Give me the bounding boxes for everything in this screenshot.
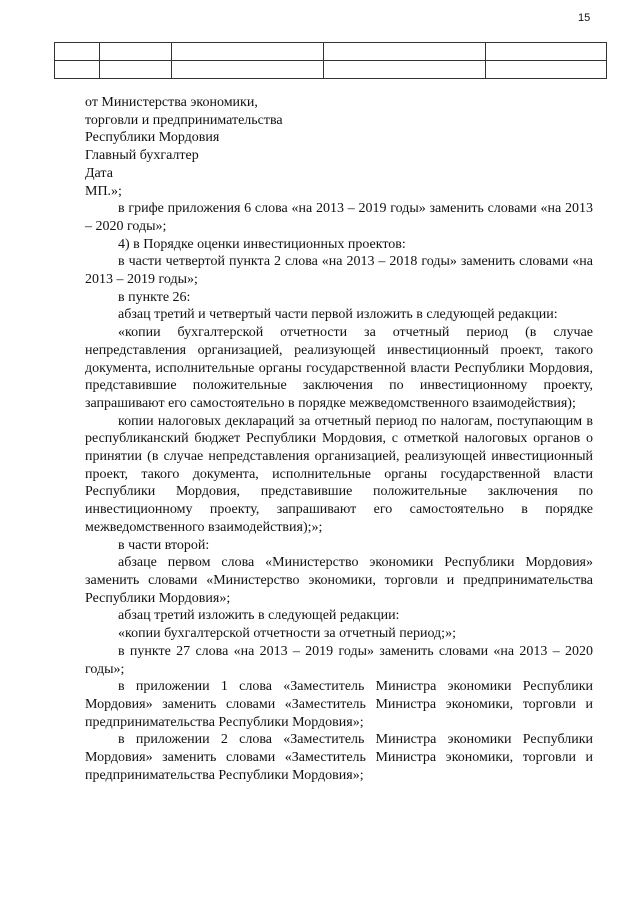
paragraph: 4) в Порядке оценки инвестиционных проектов: [118,236,406,252]
table-cell [172,43,324,61]
signature-line: Дата [85,165,113,181]
table-row [55,43,607,61]
table-cell [324,61,486,79]
paragraph: в части четвертой пункта 2 слова «на 2013 – 2018 годы» заменить словами «на 2013 – 2019 годы»; [85,254,593,288]
signature-line: торговли и предпринимательства [85,112,283,128]
signature-line: МП.»; [85,183,122,199]
table-cell [100,43,172,61]
paragraph: абзаце первом слова «Министерство экономики Республики Мордовия» заменить словами «Министерство экономики, торговли и предпринимательства Республики Мордовия»; [85,555,593,606]
signature-line: Главный бухгалтер [85,148,199,164]
paragraph: в приложении 2 слова «Заместитель Министра экономики Республики Мордовия» заменить словами «Заместитель Министра экономики, торговли и предпринимательства Республики Мордовия»; [85,732,593,783]
table-cell [100,61,172,79]
paragraph: копии налоговых деклараций за отчетный период по налогам, поступающим в республиканский бюджет Республики Мордовия, с отметкой налоговых органов о принятии (в случае непредставления организацией, реализующей инвестиционный проект, такого документа, исполнительные органы государственной власти Республики Мордовия, представившие положительные заключения по инвестиционному проекту, запрашивают его самостоятельно в порядке межведомственного взаимодействия);»; [85,413,593,535]
table-cell [324,43,486,61]
paragraph: в грифе приложения 6 слова «на 2013 – 2019 годы» заменить словами «на 2013 – 2020 годы»; [85,201,593,234]
table-cell [172,61,324,79]
document-body [85,94,593,784]
page-number: 15 [578,12,591,24]
paragraph: в пункте 27 слова «на 2013 – 2019 годы» заменить словами «на 2013 – 2020 годы»; [85,643,593,677]
paragraph: «копии бухгалтерской отчетности за отчетный период;»; [118,626,456,642]
table-row [55,61,607,79]
paragraph: абзац третий изложить в следующей редакции: [118,608,400,624]
table-cell [55,61,100,79]
paragraph: абзац третий и четвертый части первой изложить в следующей редакции: [118,307,558,323]
paragraph: в части второй: [118,537,210,553]
paragraph: в приложении 1 слова «Заместитель Министра экономики Республики Мордовия» заменить словами «Заместитель Министра экономики, торговли и предпринимательства Республики Мордовия»; [85,679,593,730]
table-cell [486,61,607,79]
paragraph: «копии бухгалтерской отчетности за отчетный период (в случае непредставления организацией, реализующей инвестиционный проект, такого документа, исполнительные органы государственной власти Республики Мордовия, представившие положительные заключения по инвестиционному проекту, запрашивают его самостоятельно в порядке межведомственного взаимодействия); [85,325,593,411]
signature-line: Республики Мордовия [85,130,220,146]
table-cell [486,43,607,61]
table-cell [55,43,100,61]
paragraph: в пункте 26: [118,289,191,305]
table-fragment [54,42,607,79]
signature-line: от Министерства экономики, [85,95,258,110]
